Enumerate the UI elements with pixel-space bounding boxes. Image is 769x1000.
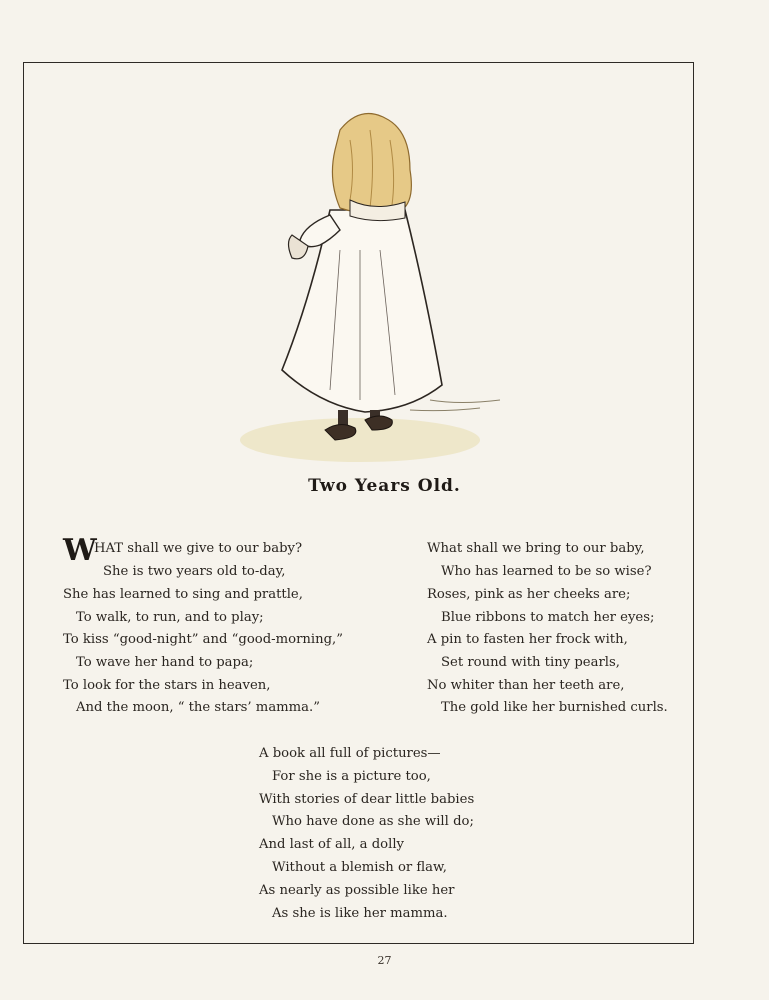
verse-line: A pin to fasten her frock with, <box>427 632 628 647</box>
ground-shadow <box>240 418 480 462</box>
verse-line: HAT shall we give to our baby? <box>94 541 303 556</box>
verse-line: The gold like her burnished curls. <box>441 700 668 715</box>
poem-title: Two Years Old. <box>308 476 461 496</box>
verse-line: With stories of dear little babies <box>259 792 475 807</box>
verse-line: What shall we bring to our baby, <box>427 541 645 556</box>
hair <box>332 114 411 214</box>
verse-line: She is two years old to-day, <box>103 564 286 579</box>
verse-line: Who have done as she will do; <box>272 814 474 829</box>
verse-line: She has learned to sing and prattle, <box>63 587 303 602</box>
verse-line: A book all full of pictures— <box>259 746 441 761</box>
verse-line: No whiter than her teeth are, <box>427 678 625 693</box>
verse-line: And last of all, a dolly <box>259 837 405 852</box>
verse-line: For she is a picture too, <box>272 769 431 784</box>
verse-line: To look for the stars in heaven, <box>63 678 271 693</box>
drop-cap: W <box>63 533 97 568</box>
girl-illustration <box>210 100 530 470</box>
verse-line: Blue ribbons to match her eyes; <box>441 610 655 625</box>
verse-line: As she is like her mamma. <box>272 906 448 921</box>
verse-line: Set round with tiny pearls, <box>441 655 620 670</box>
verse-line: To wave her hand to papa; <box>76 655 254 670</box>
verse-line: As nearly as possible like her <box>259 883 455 898</box>
verse-line: To walk, to run, and to play; <box>76 610 264 625</box>
verse-line: And the moon, “ the stars’ mamma.” <box>76 700 320 715</box>
verse-line: To kiss “good-night” and “good-morning,” <box>63 632 343 647</box>
verse-line: Who has learned to be so wise? <box>441 564 652 579</box>
verse-line: Roses, pink as her cheeks are; <box>427 587 631 602</box>
page-number: 27 <box>377 954 392 967</box>
verse-line: Without a blemish or flaw, <box>272 860 447 875</box>
